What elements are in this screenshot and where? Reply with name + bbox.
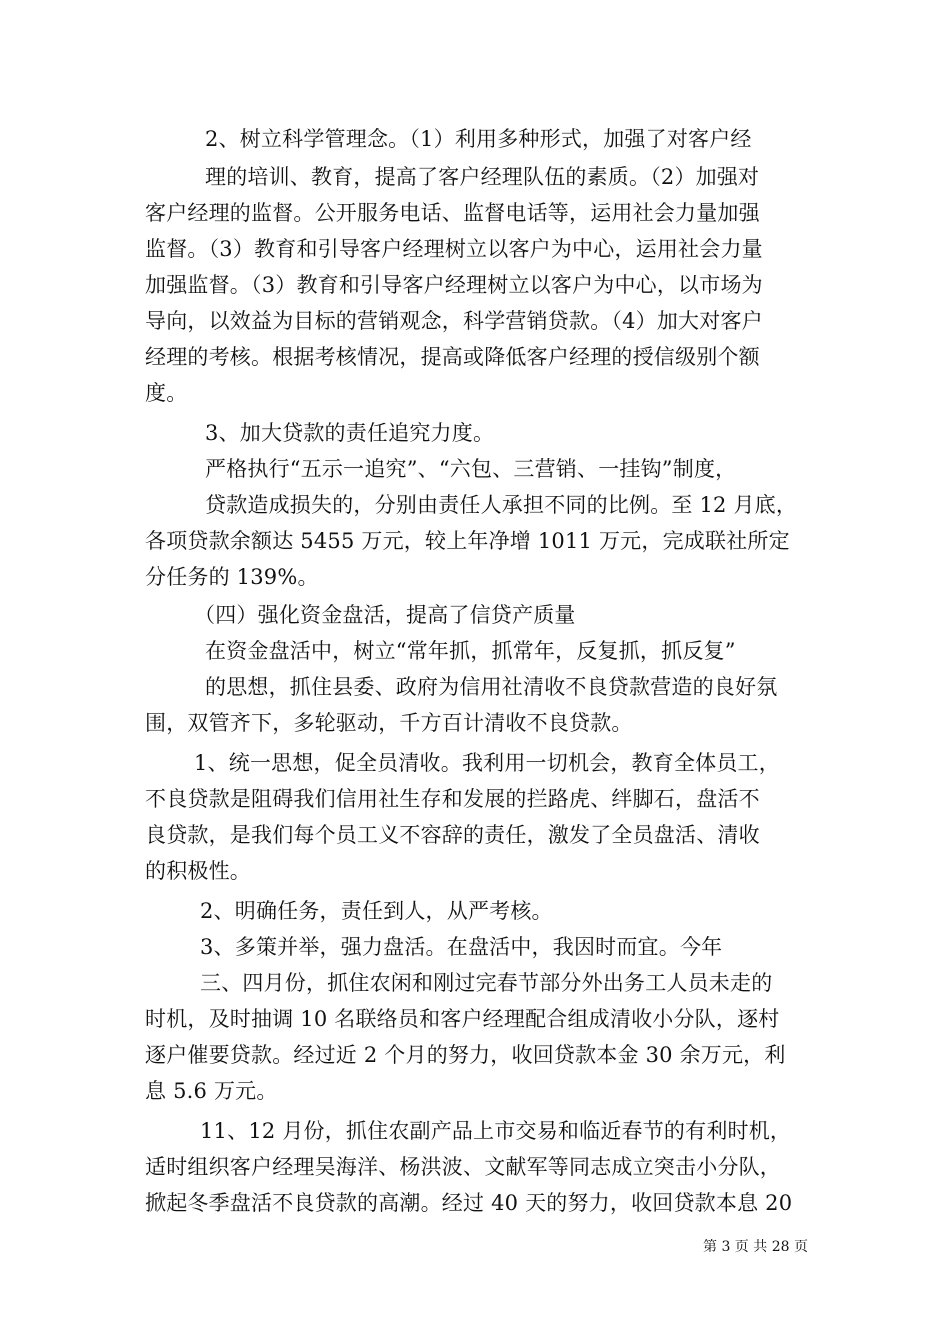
body-text-line: 逐户催要贷款。经过近 2 个月的努力，收回贷款本金 30 余万元，利	[145, 1043, 786, 1067]
body-text-line: 围，双管齐下，多轮驱动，千方百计清收不良贷款。	[145, 711, 633, 735]
body-text-line: 的积极性。	[145, 859, 251, 883]
body-text-line: 2、明确任务，责任到人，从严考核。	[200, 899, 553, 923]
body-text-line: 在资金盘活中，树立“常年抓，抓常年，反复抓，抓反复”	[205, 639, 736, 663]
body-text-line: 各项贷款余额达 5455 万元，较上年净增 1011 万元，完成联社所定	[145, 529, 790, 553]
body-text-line: 严格执行“五示一追究”、“六包、三营销、一挂钩”制度，	[205, 457, 737, 481]
body-text-line: 掀起冬季盘活不良贷款的高潮。经过 40 天的努力，收回贷款本息 20	[145, 1191, 793, 1215]
body-text-line: 客户经理的监督。公开服务电话、监督电话等，运用社会力量加强	[145, 201, 760, 225]
body-text-line: 不良贷款是阻碍我们信用社生存和发展的拦路虎、绊脚石，盘活不	[145, 787, 760, 811]
section-heading: （四）强化资金盘活，提高了信贷产质量	[194, 603, 576, 627]
body-text-line: 适时组织客户经理吴海洋、杨洪波、文献军等同志成立突击小分队，	[145, 1155, 781, 1179]
body-text-line: 的思想，抓住县委、政府为信用社清收不良贷款营造的良好氛	[205, 675, 778, 699]
body-text-line: 度。	[145, 381, 188, 405]
body-text-line: 贷款造成损失的，分别由责任人承担不同的比例。至 12 月底，	[205, 493, 798, 517]
body-text-line: 三、四月份，抓住农闲和刚过完春节部分外出务工人员未走的	[200, 971, 773, 995]
body-text-line: 息 5.6 万元。	[145, 1079, 278, 1103]
page-number-footer: 第 3 页 共 28 页	[703, 1239, 808, 1255]
body-text-line: 监督。（3）教育和引导客户经理树立以客户为中心，运用社会力量	[145, 237, 763, 261]
body-text-line: 分任务的 139%。	[145, 565, 319, 589]
body-text-line: 良贷款，是我们每个员工义不容辞的责任，激发了全员盘活、清收	[145, 823, 760, 847]
body-text-line: 3、多策并举，强力盘活。在盘活中，我因时而宜。今年	[200, 935, 723, 959]
body-text-line: 时机，及时抽调 10 名联络员和客户经理配合组成清收小分队，逐村	[145, 1007, 780, 1031]
body-text-line: 2、树立科学管理念。（1）利用多种形式，加强了对客户经	[205, 127, 752, 151]
body-text-line: 导向，以效益为目标的营销观念，科学营销贷款。（4）加大对客户	[145, 309, 763, 333]
body-text-line: 11、12 月份，抓住农副产品上市交易和临近春节的有利时机，	[200, 1119, 792, 1143]
body-text-line: 理的培训、教育，提高了客户经理队伍的素质。（2）加强对	[205, 165, 760, 189]
body-text-line: 1、统一思想，促全员清收。我利用一切机会，教育全体员工，	[194, 751, 780, 775]
body-text-line: 3、加大贷款的责任追究力度。	[205, 421, 495, 445]
body-text-line: 经理的考核。根据考核情况，提高或降低客户经理的授信级别个额	[145, 345, 760, 369]
body-text-line: 加强监督。（3）教育和引导客户经理树立以客户为中心，以市场为	[145, 273, 763, 297]
